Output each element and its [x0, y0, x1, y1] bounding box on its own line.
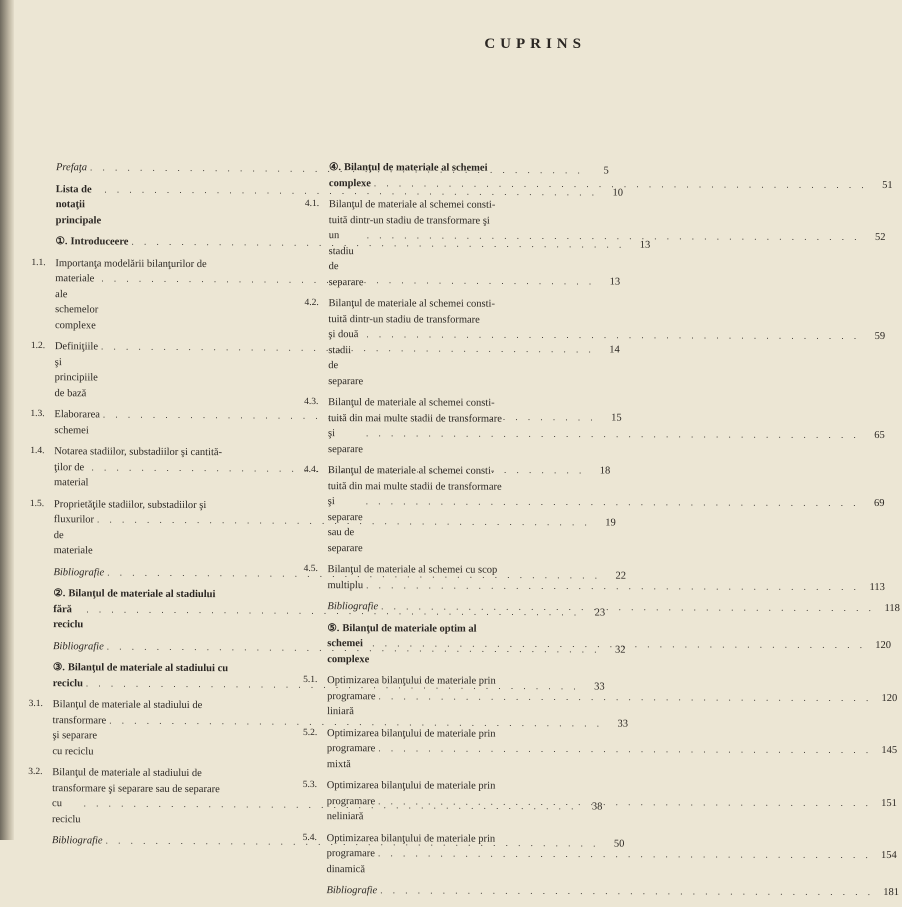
- toc-entry-title: materiale ale schemelor complexe: [55, 271, 99, 333]
- toc-entry-line: [328, 327, 885, 391]
- toc-entry-number: 4.3.: [304, 395, 328, 411]
- toc-entry-body: [328, 395, 885, 459]
- toc-entry: [28, 697, 290, 761]
- toc-entry: [29, 638, 291, 655]
- toc-entry-body: [327, 778, 897, 826]
- toc-entry-title: şi separare: [328, 426, 363, 457]
- toc-page-number: 51: [871, 177, 893, 193]
- toc-entry: [304, 296, 588, 390]
- toc-entry-number: 5.3.: [303, 778, 327, 794]
- toc-entry: [28, 765, 290, 829]
- toc-entry-title: Optimizarea bilanţului de materiale prin: [327, 831, 496, 847]
- toc-entry-title: Bilanţul de materiale optim al: [342, 621, 476, 637]
- toc-entry: [31, 339, 293, 403]
- toc-entry: [30, 444, 292, 492]
- toc-entry-title: şi două stadii de separare: [328, 327, 363, 389]
- dot-leader: [372, 636, 866, 653]
- toc-entry-body: [327, 726, 897, 774]
- chapter-number-marker: ③.: [53, 660, 65, 676]
- toc-entry: [29, 586, 291, 634]
- toc-entry-title: Introduceere: [70, 234, 128, 250]
- toc-entry-title: Optimizarea bilanţului de materiale prin: [327, 778, 496, 794]
- chapter-number-marker: ④.: [329, 160, 341, 176]
- toc-entry-body: [329, 160, 893, 193]
- toc-page-number: 18: [588, 463, 610, 479]
- toc-page-number: 145: [875, 743, 897, 759]
- dot-leader: [366, 494, 860, 511]
- toc-entry-number: 3.2.: [28, 765, 52, 781]
- toc-page-number: 151: [875, 795, 897, 811]
- chapter-number-marker: ②.: [53, 586, 65, 602]
- toc-entry-title: Bibliografie: [326, 883, 377, 899]
- toc-entry-number: 1.2.: [31, 339, 55, 355]
- toc-entry-title: tuită dintr-un stadiu de transformare şi: [329, 213, 490, 229]
- toc-entry-number: 3.1.: [29, 697, 53, 713]
- toc-entry-body: [328, 296, 885, 391]
- toc-entry: [305, 160, 589, 192]
- toc-entry: [303, 599, 587, 615]
- toc-entry-title: programare dinamică: [326, 846, 374, 877]
- toc-entry-title: complexe: [329, 176, 371, 192]
- toc-page-number: 154: [875, 848, 897, 864]
- toc-page-number: 10: [601, 185, 623, 201]
- toc-entry-title: Optimizarea bilanţului de materiale prin: [327, 673, 496, 689]
- toc-entry-title: multiplu: [327, 578, 363, 594]
- toc-entry-title: Bibliografie: [327, 599, 378, 615]
- toc-entry-number: 1.4.: [30, 444, 54, 460]
- toc-entry-line: [328, 494, 885, 558]
- toc-page-number: 15: [600, 410, 622, 426]
- toc-entry-body: [326, 883, 899, 900]
- toc-entry-number: 1.1.: [31, 255, 55, 271]
- toc-entry-line: [327, 741, 897, 774]
- toc-entry: [302, 883, 586, 899]
- dot-leader: [366, 327, 860, 344]
- toc-page-number: 23: [583, 605, 605, 621]
- toc-entry: [304, 395, 588, 458]
- toc-page-number: 22: [604, 568, 626, 584]
- book-spine-shadow: [0, 0, 14, 840]
- toc-entry-number: 4.4.: [304, 463, 328, 479]
- toc-entry: [303, 725, 587, 772]
- toc-entry-title: ţilor de material: [54, 460, 89, 491]
- toc-entry-title: Bilanţul de materiale al schemei: [344, 160, 488, 176]
- toc-page-number: 33: [583, 679, 605, 695]
- toc-entry-number: 4.2.: [304, 296, 328, 312]
- toc-entry: [31, 234, 293, 251]
- toc-entry-title: Bibliografie: [53, 639, 104, 655]
- toc-entry: [32, 160, 294, 177]
- toc-page-number: 14: [598, 342, 620, 358]
- toc-page-number: 69: [862, 496, 884, 512]
- toc-entry-title: Prefaţa: [56, 160, 87, 176]
- toc-entry: [32, 181, 294, 229]
- toc-entry-title: Bilanţul de materiale al schemei consti-: [328, 395, 495, 411]
- dot-leader: [378, 689, 872, 706]
- toc-page-number: 118: [878, 601, 900, 617]
- toc-entry: [304, 463, 588, 557]
- toc-page-number: 181: [877, 885, 899, 901]
- toc-entry-body: [326, 831, 896, 879]
- toc-entry: [30, 407, 292, 440]
- toc-entry-line: [327, 689, 897, 722]
- toc-entry-body: [329, 197, 886, 292]
- toc-entry-title: şi separare sau de separare: [328, 494, 363, 556]
- toc-entry-number: 5.4.: [303, 830, 327, 846]
- toc-entry-title: transformare şi separare sau de separare: [52, 781, 220, 798]
- toc-entry-title: reciclu: [53, 676, 83, 692]
- chapter-number-marker: ①.: [55, 234, 67, 250]
- toc-entry-title: Definiţiile şi principiile de bază: [55, 339, 99, 401]
- toc-entry-title: Bilanţul de materiale al schemei consti-: [328, 463, 495, 479]
- toc-entry-line: [328, 426, 885, 459]
- toc-entry-line: [327, 578, 884, 595]
- toc-entry-title: fără reciclu: [53, 602, 83, 633]
- toc-entry-title: programare liniară: [327, 689, 375, 720]
- toc-left-column: [28, 160, 294, 856]
- toc-entry: [303, 620, 587, 667]
- toc-entry: [303, 778, 587, 825]
- toc-entry-number: 1.5.: [30, 496, 54, 512]
- toc-page-number: 50: [602, 836, 624, 852]
- toc-entry-title: tuită din mai multe stadii de transformare: [328, 479, 502, 495]
- toc-entry-body: [327, 599, 900, 616]
- toc-entry-body: [327, 621, 891, 669]
- chapter-number-marker: ⑤.: [327, 621, 339, 637]
- toc-right-column: [302, 160, 589, 905]
- toc-entry-title: programare mixtă: [327, 741, 375, 772]
- toc-entry-title: schemei complexe: [327, 636, 369, 667]
- toc-entry-title: Bilanţul de materiale al schemei consti-: [329, 197, 496, 213]
- toc-entry: [30, 496, 292, 560]
- dot-leader: [381, 599, 875, 616]
- toc-entry-title: programare neliniară: [327, 794, 375, 825]
- dot-leader: [378, 846, 872, 863]
- toc-entry-title: Lista de notaţii principale: [56, 182, 102, 229]
- toc-entry-title: Bibliografie: [53, 565, 104, 581]
- toc-entry-line: [327, 636, 891, 669]
- toc-entry-title: Optimizarea bilanţului de materiale prin: [327, 726, 496, 742]
- toc-entry-line: [326, 883, 899, 900]
- toc-entry-title: Bilanţul de materiale al stadiului de: [53, 697, 203, 713]
- toc-entry: [28, 833, 290, 850]
- toc-entry-title: Bibliografie: [52, 833, 103, 849]
- toc-entry-body: [328, 463, 885, 558]
- toc-entry-title: fluxurilor de materiale: [54, 512, 95, 559]
- toc-entry-number: 4.5.: [304, 562, 328, 578]
- toc-entry-line: [329, 176, 893, 193]
- toc-entry-number: 4.1.: [305, 197, 329, 213]
- toc-entry: [29, 660, 291, 693]
- dot-leader: [366, 426, 860, 443]
- dot-leader: [366, 578, 860, 595]
- toc-entry-title: Bilanţul de materiale al stadiului: [68, 586, 215, 602]
- toc-entry-title: Bilanţul de materiale al stadiului de: [52, 765, 202, 781]
- toc-entry: [305, 197, 589, 291]
- toc-entry-title: transformare şi separare cu reciclu: [52, 713, 106, 760]
- dot-leader: [378, 794, 872, 811]
- toc-entry-body: [327, 673, 897, 721]
- toc-entry: [29, 564, 291, 581]
- toc-entry-body: [327, 562, 884, 595]
- toc-entry: [302, 830, 586, 877]
- toc-entry-title: Notarea stadiilor, substadiilor şi cantită-: [54, 444, 222, 461]
- toc-entry-title: Elaborarea schemei: [54, 407, 100, 438]
- page-title: CUPRINS: [484, 36, 586, 53]
- toc-entry-line: [326, 846, 896, 879]
- toc-page-number: 59: [863, 329, 885, 345]
- toc-entry-line: [329, 228, 886, 292]
- toc-page-number: 113: [863, 579, 885, 595]
- dot-leader: [374, 176, 868, 193]
- toc-page-number: 5: [587, 163, 609, 179]
- toc-entry-title: cu reciclu: [52, 796, 81, 827]
- toc-entry-title: Bilanţul de materiale al schemei cu scop: [328, 562, 498, 578]
- toc-entry-title: Bilanţul de materiale al stadiului cu: [68, 660, 228, 676]
- toc-entry-number: 5.1.: [303, 673, 327, 689]
- toc-page-number: 120: [875, 690, 897, 706]
- toc-entry-title: Bilanţul de materiale al schemei consti-: [328, 296, 495, 312]
- toc-entry-number: 5.2.: [303, 725, 327, 741]
- toc-page-number: 65: [863, 428, 885, 444]
- toc-entry-title: tuită dintr-un stadiu de transformare: [328, 312, 479, 328]
- toc-entry: [303, 673, 587, 720]
- toc-entry-line: [327, 794, 897, 827]
- toc-page-number: 52: [863, 230, 885, 246]
- toc-page-number: 19: [594, 515, 616, 531]
- toc-page-number: 38: [580, 799, 602, 815]
- toc-entry-title: Importanţa modelării bilanţurilor de: [55, 256, 206, 272]
- toc-entry: [31, 255, 293, 334]
- toc-page-number: 33: [606, 716, 628, 732]
- toc-entry: [303, 562, 587, 594]
- dot-leader: [367, 228, 861, 245]
- toc-page-number: 120: [869, 638, 891, 654]
- dot-leader: [380, 883, 874, 900]
- toc-entry-title: un stadiu de separare: [329, 228, 364, 290]
- toc-page-number: 32: [603, 642, 625, 658]
- toc-entry-number: 1.3.: [30, 407, 54, 423]
- dot-leader: [378, 741, 872, 758]
- toc-page-number: 13: [628, 238, 650, 254]
- toc-entry-title: tuită din mai multe stadii de transformare: [328, 411, 502, 427]
- toc-entry-title: Proprietăţile stadiilor, substadiilor şi: [54, 497, 206, 513]
- toc-entry-line: [327, 599, 900, 616]
- toc-page-number: 13: [598, 274, 620, 290]
